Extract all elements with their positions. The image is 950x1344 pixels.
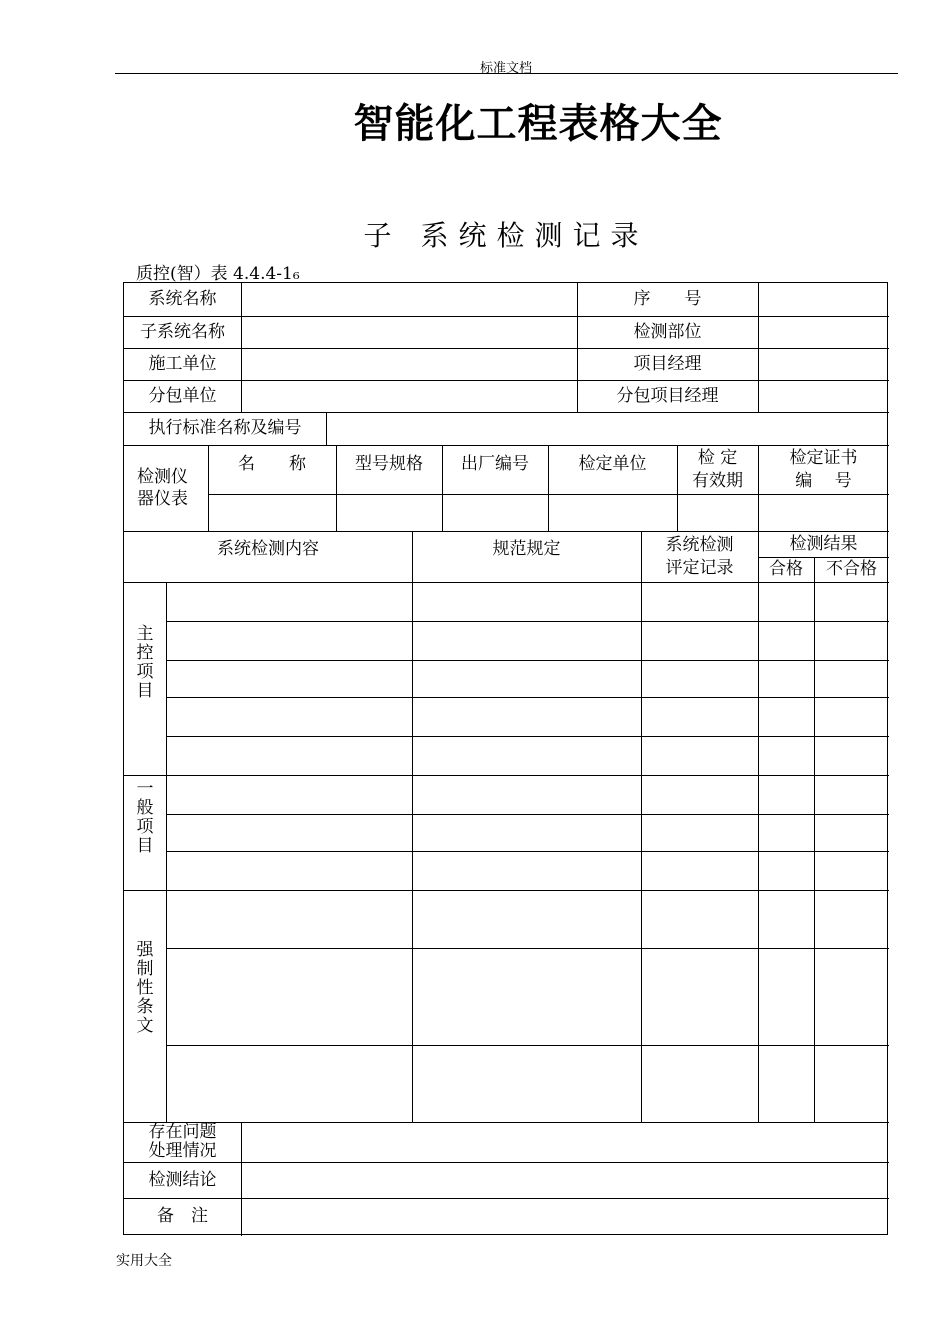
label-subcontract-pm: 分包项目经理 <box>616 385 719 406</box>
table-rule <box>241 283 242 412</box>
label-standard: 执行标准名称及编号 <box>148 418 302 439</box>
group-general-items: 一般项目 <box>136 779 154 856</box>
col-inspection-result: 检测结果 <box>789 533 858 554</box>
col-instrument-name: 名 称 <box>238 454 306 475</box>
col-inspection-content: 系统检测内容 <box>217 538 319 559</box>
label-subcontract-unit: 分包单位 <box>148 385 217 406</box>
table-rule <box>758 531 759 1122</box>
page-footer: 实用大全 <box>116 1253 172 1269</box>
table-rule <box>124 775 889 776</box>
label-issues: 存在问题 处理情况 <box>148 1122 217 1161</box>
table-rule <box>166 736 889 737</box>
col-pass: 合格 <box>769 559 803 580</box>
col-spec: 规范规定 <box>492 538 561 559</box>
group-main-items: 主控项目 <box>136 624 154 701</box>
table-rule <box>166 660 889 661</box>
label-project-manager: 项目经理 <box>633 353 702 374</box>
table-rule <box>814 557 815 1122</box>
header-rule <box>115 73 898 74</box>
table-rule <box>166 814 889 815</box>
col-factory-no: 出厂编号 <box>461 454 529 475</box>
table-rule <box>166 582 167 1122</box>
inspection-record-table <box>123 282 888 1235</box>
form-title: 子 系统检测记录 <box>363 219 649 252</box>
table-rule <box>326 412 327 445</box>
table-rule <box>241 1122 242 1236</box>
table-rule <box>166 697 889 698</box>
col-calibration-unit: 检定单位 <box>578 454 647 475</box>
label-instruments: 检测仪 器仪表 <box>137 466 188 509</box>
table-rule <box>166 1045 889 1046</box>
table-rule <box>124 582 889 583</box>
col-calibration-validity: 检 定 有效期 <box>692 448 743 491</box>
col-model-spec: 型号规格 <box>355 454 423 475</box>
label-construction-unit: 施工单位 <box>148 353 217 374</box>
table-rule <box>758 283 759 412</box>
label-serial-no: 序 号 <box>633 289 702 310</box>
form-code: 质控(智）表 4.4.4-1₆ <box>136 264 300 284</box>
page-header: 标准文档 <box>479 61 532 76</box>
label-system-name: 系统名称 <box>148 289 217 310</box>
table-rule <box>166 851 889 852</box>
group-mandatory-clauses: 强制性条文 <box>136 940 154 1036</box>
document-title: 智能化工程表格大全 <box>353 101 723 147</box>
table-rule <box>166 948 889 949</box>
table-rule <box>166 621 889 622</box>
table-rule <box>412 531 413 1122</box>
label-conclusion: 检测结论 <box>148 1169 217 1190</box>
label-inspection-part: 检测部位 <box>633 321 702 342</box>
col-fail: 不合格 <box>826 559 877 580</box>
label-remarks: 备 注 <box>157 1206 208 1227</box>
table-rule <box>641 531 642 1122</box>
col-evaluation-record: 系统检测 评定记录 <box>665 535 734 578</box>
table-rule <box>124 890 889 891</box>
col-certificate-no: 检定证书 编 号 <box>789 448 858 491</box>
label-subsystem-name: 子系统名称 <box>140 321 225 342</box>
